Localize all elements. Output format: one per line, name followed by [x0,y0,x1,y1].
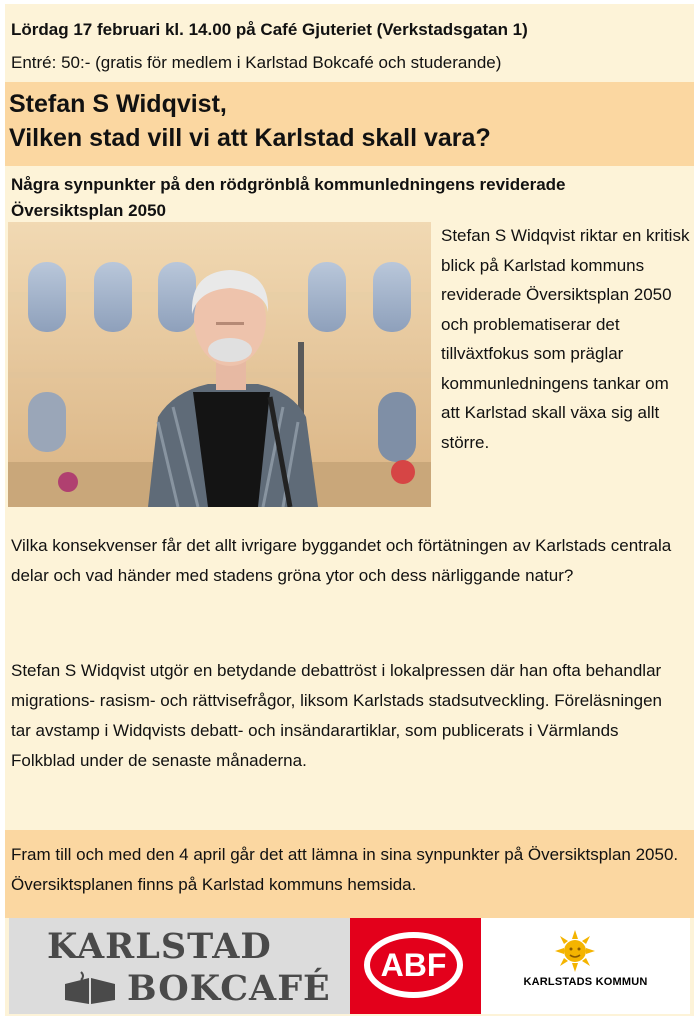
kommun-logo-text: KARLSTADS KOMMUN [523,976,648,988]
abf-logo [350,918,481,1014]
coffee-book-icon [63,970,121,1008]
sun-icon [555,930,595,972]
intro-text: Stefan S Widqvist riktar en kritisk blick på Karlstad kommuns reviderade Översiktsplan 2050 och problematiserar det tillväxtfokus som präglar kommunledningens tankar om att Karlstad skall växa sig allt större. [441,226,690,452]
karlstad-bokcafe-logo [9,918,350,1014]
title-band [5,82,694,166]
deadline-band [5,830,694,918]
abf-logo-text: ABF [380,947,447,983]
title-question: Vilken stad vill vi att Karlstad skall vara? [9,124,491,152]
bokcafe-logo-line1: KARLSTAD [47,926,272,967]
paragraph-speaker-bio: Stefan S Widqvist utgör en betydande debattröst i lokalpressen där han ofta behandlar migrations- rasism- och rättvisefrågor, liksom Karlstads stadsutveckling. Föreläsningen tar avstamp i Widqvists debatt- och insändarartiklar, som publicerats i Värmlands Folkblad under de senaste månaderna. [11,661,662,770]
karlstads-kommun-logo [481,918,690,1014]
bokcafe-logo-line2: BOKCAFÉ [127,968,331,1009]
speaker-photo [8,222,431,507]
deadline-note: Fram till och med den 4 april går det att lämna in sina synpunkter på Översiktsplan 2050. Översiktsplanen finns på Karlstad kommuns hemsida. [11,845,679,894]
event-entry-fee: Entré: 50:- (gratis för medlem i Karlstad Bokcafé och studerande) [11,53,502,72]
poster [5,4,694,1016]
paragraph-consequences: Vilka konsekvenser får det allt ivrigare byggandet och förtätningen av Karlstads centrala delar och vad händer med stadens gröna ytor och dess närliggande natur? [11,536,672,585]
event-datetime-place: Lördag 17 februari kl. 14.00 på Café Gjuteriet (Verkstadsgatan 1) [11,20,528,39]
title-speaker: Stefan S Widqvist, [9,90,227,118]
subheading: Några synpunkter på den rödgrönblå kommunledningens reviderade Översiktsplan 2050 [11,175,566,220]
sponsor-logos [9,918,690,1014]
